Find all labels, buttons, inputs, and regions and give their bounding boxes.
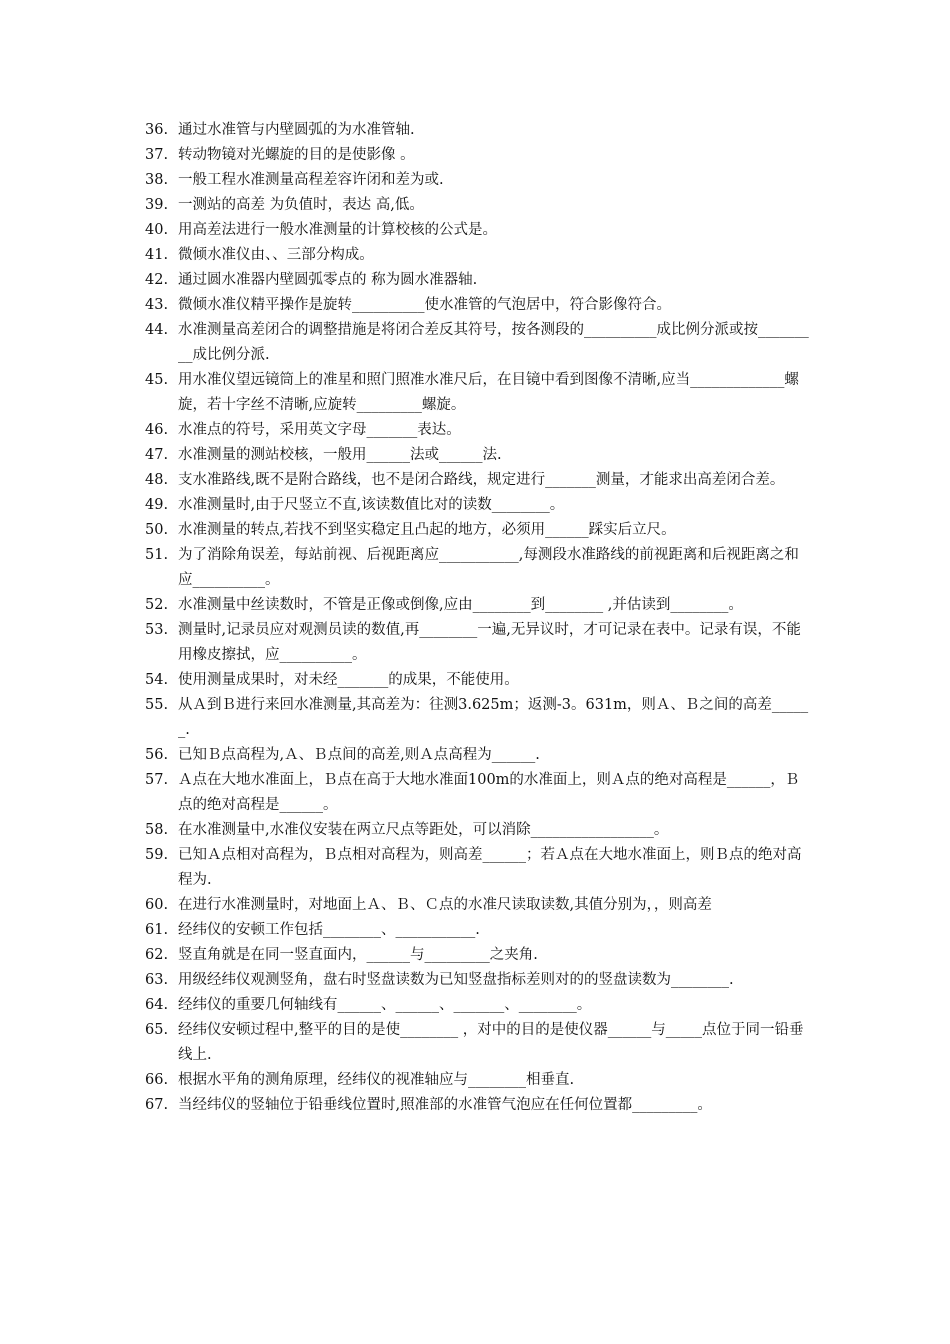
question-text: 水准测量时,由于尺竖立不直,该读数值比对的读数________。 xyxy=(178,497,565,513)
question-item xyxy=(145,1093,810,1118)
question-item xyxy=(145,768,810,818)
question-item xyxy=(145,218,810,243)
question-item xyxy=(145,443,810,468)
question-text: 在水准测量中,水准仪安装在两立尺点等距处，可以消除_________________。 xyxy=(178,822,669,838)
question-item xyxy=(145,993,810,1018)
question-text: 水准点的符号，采用英文字母_______表达。 xyxy=(178,422,461,438)
question-number: 62. xyxy=(145,947,169,963)
question-text: 竖直角就是在同一竖直面内，______与_________之夹角. xyxy=(178,947,538,963)
question-number: 52. xyxy=(145,597,169,613)
question-list xyxy=(145,118,810,1118)
question-text: 一般工程水准测量高程差容许闭和差为或. xyxy=(178,172,444,188)
question-item xyxy=(145,943,810,968)
question-text: 一测站的高差 为负值时，表达 高,低。 xyxy=(178,197,424,213)
question-item xyxy=(145,543,810,593)
question-number: 61. xyxy=(145,922,169,938)
question-text: 支水准路线,既不是附合路线，也不是闭合路线，规定进行_______测量，才能求出高差闭合差。 xyxy=(178,472,785,488)
question-number: 37. xyxy=(145,147,169,163)
question-number: 36. xyxy=(145,122,169,138)
question-number: 46. xyxy=(145,422,169,438)
question-item xyxy=(145,518,810,543)
question-text: 通过水准管与内壁圆弧的为水准管轴. xyxy=(178,122,415,138)
question-text: 用级经纬仪观测竖角，盘右时竖盘读数为已知竖盘指标差则对的的竖盘读数为________. xyxy=(178,972,734,988)
question-number: 56. xyxy=(145,747,169,763)
question-item xyxy=(145,1018,810,1068)
question-item xyxy=(145,318,810,368)
question-text: 通过圆水准器内壁圆弧零点的 称为圆水准器轴. xyxy=(178,272,478,288)
question-item xyxy=(145,893,810,918)
question-number: 53. xyxy=(145,622,169,638)
question-item xyxy=(145,468,810,493)
question-text: 用水准仪望远镜筒上的准星和照门照准水准尺后，在目镜中看到图像不清晰,应当_____________螺旋，若十字丝不清晰,应旋转_________螺旋。 xyxy=(178,372,799,413)
question-number: 67. xyxy=(145,1097,169,1113)
question-text: 用高差法进行一般水准测量的计算校核的公式是。 xyxy=(178,222,497,238)
question-item xyxy=(145,168,810,193)
question-number: 59. xyxy=(145,847,169,863)
question-number: 44. xyxy=(145,322,169,338)
question-text: 水准测量中丝读数时，不管是正像或倒像,应由________到________ ,并估读到________。 xyxy=(178,597,743,613)
question-text: 经纬仪的安顿工作包括________、___________. xyxy=(178,922,480,938)
question-item xyxy=(145,418,810,443)
question-item xyxy=(145,743,810,768)
question-number: 66. xyxy=(145,1072,169,1088)
question-item xyxy=(145,368,810,418)
question-number: 38. xyxy=(145,172,169,188)
question-text: 根据水平角的测角原理，经纬仪的视准轴应与________相垂直. xyxy=(178,1072,575,1088)
question-item xyxy=(145,193,810,218)
question-number: 48. xyxy=(145,472,169,488)
question-number: 51. xyxy=(145,547,169,563)
question-text: 已知Ｂ点高程为,Ａ、Ｂ点间的高差,则Ａ点高程为______. xyxy=(178,747,540,763)
question-number: 58. xyxy=(145,822,169,838)
question-item xyxy=(145,243,810,268)
question-text: 水准测量的测站校核，一般用______法或______法. xyxy=(178,447,502,463)
question-text: 使用测量成果时，对未经_______的成果，不能使用。 xyxy=(178,672,519,688)
question-item xyxy=(145,618,810,668)
question-number: 60. xyxy=(145,897,169,913)
question-item xyxy=(145,1068,810,1093)
question-number: 41. xyxy=(145,247,169,263)
question-text: 在进行水准测量时，对地面上Ａ、Ｂ、Ｃ点的水准尺读取读数,其值分别为，，则高差 xyxy=(178,897,712,913)
question-number: 42. xyxy=(145,272,169,288)
question-item xyxy=(145,593,810,618)
question-text: 微倾水准仪由、、三部分构成。 xyxy=(178,247,374,263)
question-text: 经纬仪的重要几何轴线有______、______、_______、________。 xyxy=(178,997,592,1013)
question-number: 45. xyxy=(145,372,169,388)
question-text: 测量时,记录员应对观测员读的数值,再________一遍,无异议时，才可记录在表中。记录有误，不能用橡皮擦拭，应__________。 xyxy=(178,622,801,663)
question-item xyxy=(145,268,810,293)
question-number: 47. xyxy=(145,447,169,463)
question-number: 50. xyxy=(145,522,169,538)
question-item xyxy=(145,843,810,893)
question-item xyxy=(145,143,810,168)
question-number: 64. xyxy=(145,997,169,1013)
question-text: 转动物镜对光螺旋的目的是使影像 。 xyxy=(178,147,415,163)
question-item xyxy=(145,968,810,993)
question-number: 54. xyxy=(145,672,169,688)
question-text: 为了消除角误差，每站前视、后视距离应___________,每测段水准路线的前视距离和后视距离之和应__________。 xyxy=(178,547,799,588)
question-number: 40. xyxy=(145,222,169,238)
question-text: 经纬仪安顿过程中,整平的目的是使________ ，对中的目的是使仪器______与_____点位于同一铅垂线上. xyxy=(178,1022,804,1063)
question-number: 57. xyxy=(145,772,169,788)
question-item xyxy=(145,493,810,518)
question-text: 当经纬仪的竖轴位于铅垂线位置时,照准部的水准管气泡应在任何位置都_________。 xyxy=(178,1097,712,1113)
question-number: 63. xyxy=(145,972,169,988)
question-number: 49. xyxy=(145,497,169,513)
question-text: 从Ａ到Ｂ进行来回水准测量,其高差为：往测3.625m；返测-3。631m，则Ａ、Ｂ之间的高差______. xyxy=(178,697,809,738)
question-number: 55. xyxy=(145,697,169,713)
question-item xyxy=(145,668,810,693)
question-number: 39. xyxy=(145,197,169,213)
question-text: 微倾水准仪精平操作是旋转__________使水准管的气泡居中，符合影像符合。 xyxy=(178,297,671,313)
question-number: 43. xyxy=(145,297,169,313)
question-item xyxy=(145,918,810,943)
question-number: 65. xyxy=(145,1022,169,1038)
question-item xyxy=(145,693,810,743)
question-text: 水准测量高差闭合的调整措施是将闭合差反其符号，按各测段的__________成比例分派或按_________成比例分派. xyxy=(178,322,809,363)
question-text: 水准测量的转点,若找不到坚实稳定且凸起的地方，必须用______踩实后立尺。 xyxy=(178,522,676,538)
question-item xyxy=(145,118,810,143)
question-item xyxy=(145,818,810,843)
question-item xyxy=(145,293,810,318)
question-text: 已知Ａ点相对高程为，Ｂ点相对高程为，则高差______；若Ａ点在大地水准面上，则Ｂ点的绝对高程为. xyxy=(178,847,802,888)
question-text: Ａ点在大地水准面上，Ｂ点在高于大地水准面100m的水准面上，则Ａ点的绝对高程是______，Ｂ点的绝对高程是______。 xyxy=(178,772,800,813)
